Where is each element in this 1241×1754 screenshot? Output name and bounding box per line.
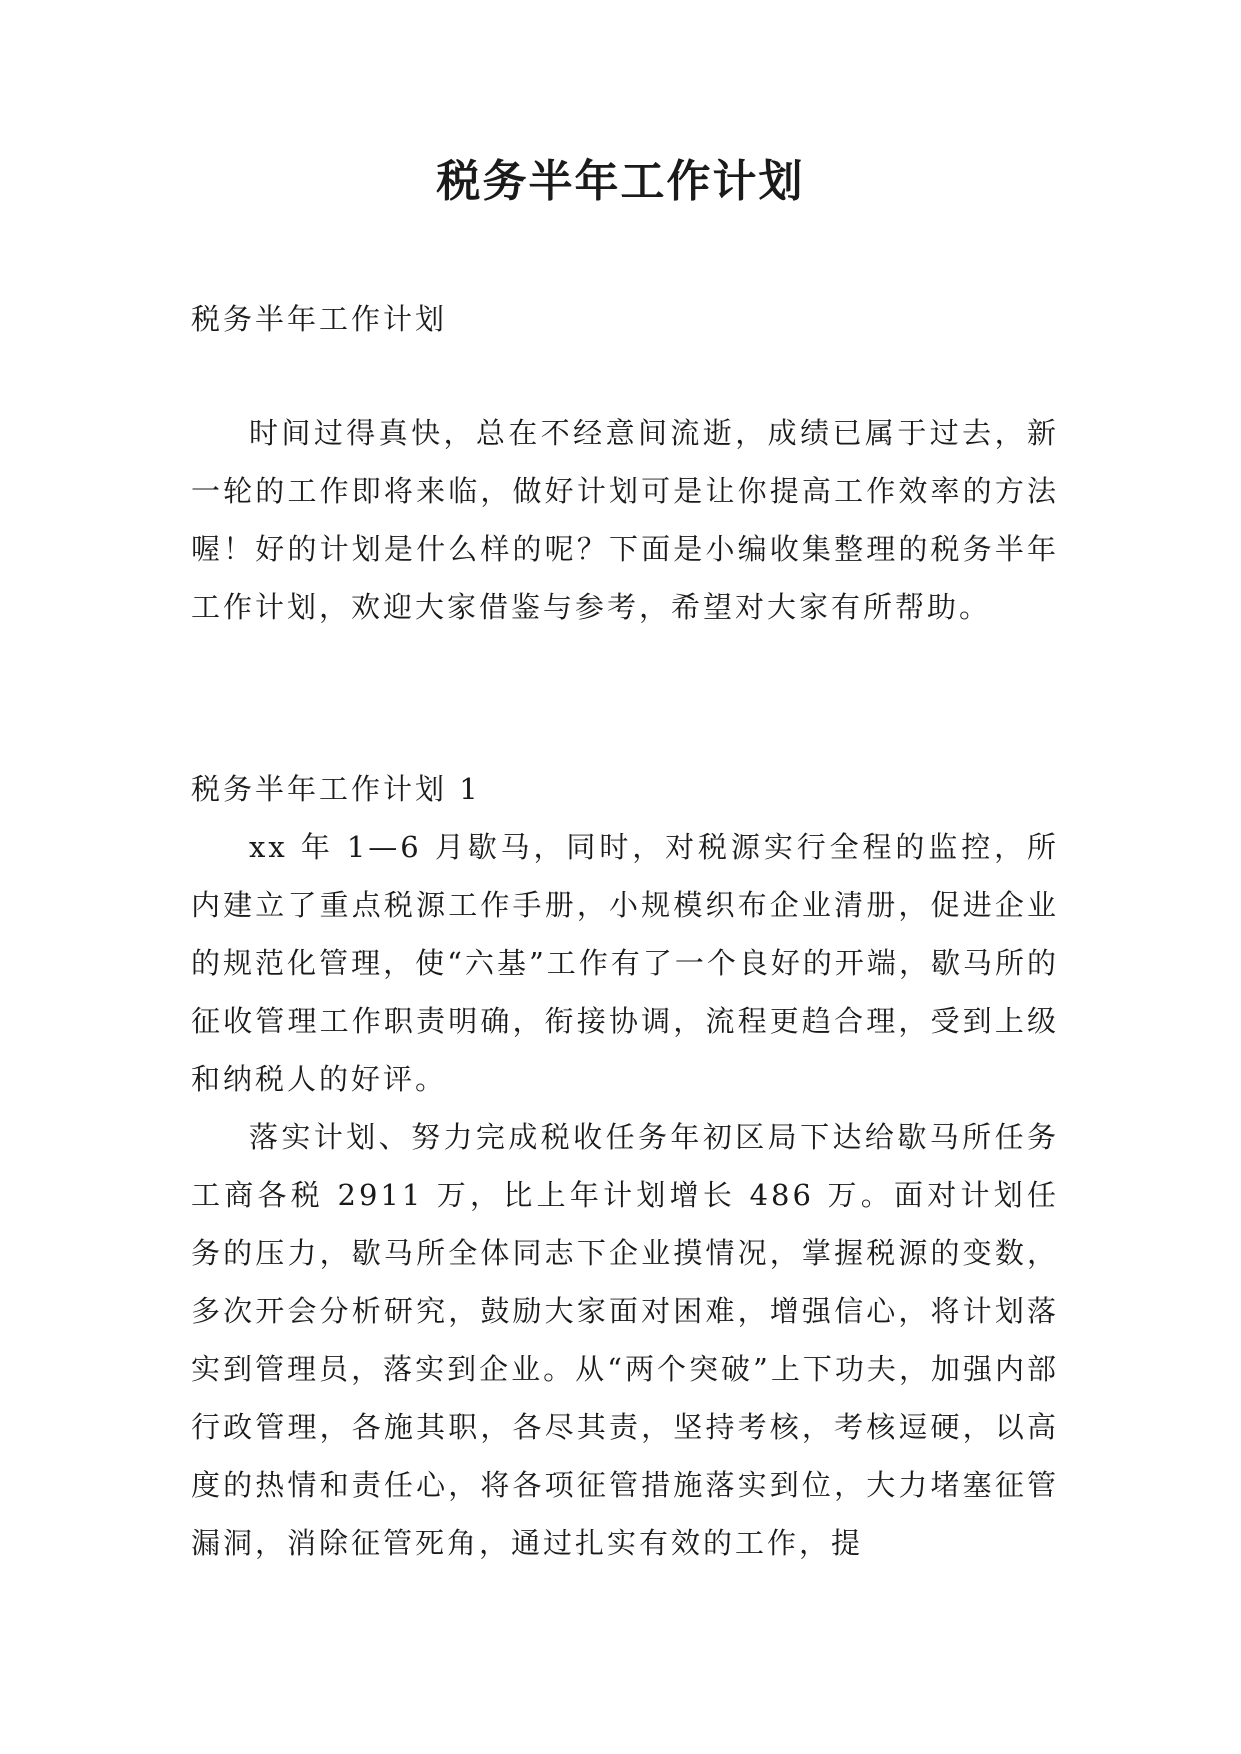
- document-title: 税务半年工作计划: [436, 156, 805, 207]
- document-subtitle: 税务半年工作计划: [191, 302, 448, 336]
- body-paragraph-2: 落实计划、努力完成税收任务年初区局下达给歇马所任务工商各税 2911 万，比上年计划增长 486 万。面对计划任务的压力，歇马所全体同志下企业摸情况，掌握税源的变数，多次开会分析研究，鼓励大家面对困难，增强信心，将计划落实到管理员，落实到企业。从“两个突破”上下功夫，加强内部行政管理，各施其职，各尽其责，坚持考核，考核逗硬，以高度的热情和责任心，将各项征管措施落实到位，大力堵塞征管漏洞，消除征管死角，通过扎实有效的工作，提: [191, 1120, 1059, 1560]
- section-heading: 税务半年工作计划 1: [191, 772, 481, 806]
- intro-paragraph: 时间过得真快，总在不经意间流逝，成绩已属于过去，新一轮的工作即将来临，做好计划可是让你提高工作效率的方法喔！好的计划是什么样的呢？下面是小编收集整理的税务半年工作计划，欢迎大家借鉴与参考，希望对大家有所帮助。: [191, 416, 1059, 624]
- body-paragraph-1: xx 年 1—6 月歇马，同时，对税源实行全程的监控，所内建立了重点税源工作手册，小规模织布企业清册，促进企业的规范化管理，使“六基”工作有了一个良好的开端，歇马所的征收管理工作职责明确，衔接协调，流程更趋合理，受到上级和纳税人的好评。: [191, 830, 1059, 1096]
